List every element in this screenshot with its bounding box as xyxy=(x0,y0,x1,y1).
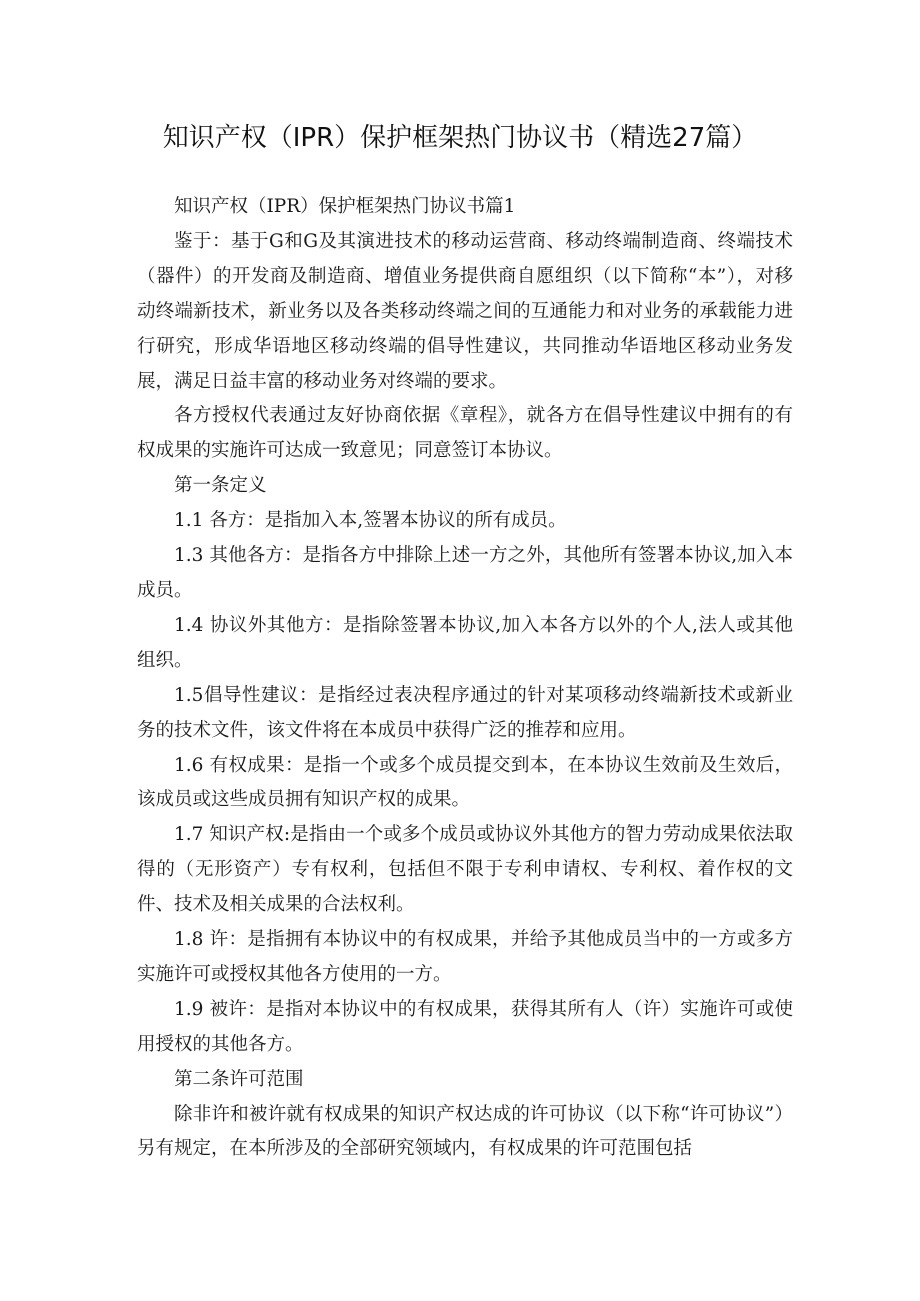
paragraph: 鉴于：基于G和G及其演进技术的移动运营商、移动终端制造商、终端技术（器件）的开发商及制造商、增值业务提供商自愿组织（以下简称“本”），对移动终端新技术，新业务以及各类移动终端之间的互通能力和对业务的承载能力进行研究，形成华语地区移动终端的倡导性建议，共同推动华语地区移动业务发展，满足日益丰富的移动业务对终端的要求。 xyxy=(137,230,793,392)
article-heading: 第一条定义 xyxy=(174,475,267,497)
paragraph: 1.5倡导性建议：是指经过表决程序通过的针对某项移动终端新技术或新业务的技术文件，该文件将在本成员中获得广泛的推荐和应用。 xyxy=(137,684,793,741)
paragraph: 1.6 有权成果：是指一个或多个成员提交到本，在本协议生效前及生效后，该成员或这些成员拥有知识产权的成果。 xyxy=(137,754,793,811)
paragraph: 1.4 协议外其他方：是指除签署本协议,加入本各方以外的个人,法人或其他组织。 xyxy=(137,614,793,671)
document-body xyxy=(137,190,793,1167)
paragraph: 1.3 其他各方：是指各方中排除上述一方之外，其他所有签署本协议,加入本成员。 xyxy=(137,545,793,601)
paragraph: 各方授权代表通过友好协商依据《章程》，就各方在倡导性建议中拥有的有权成果的实施许可达成一致意见；同意签订本协议。 xyxy=(137,405,793,462)
article-heading: 第二条许可范围 xyxy=(174,1068,304,1090)
paragraph: 1.9 被许：是指对本协议中的有权成果，获得其所有人（许）实施许可或使用授权的其他各方。 xyxy=(137,998,793,1055)
section-heading: 知识产权（IPR）保护框架热门协议书篇1 xyxy=(174,196,516,217)
document-title: 知识产权（IPR）保护框架热门协议书（精选27篇） xyxy=(162,123,758,153)
paragraph: 1.7 知识产权:是指由一个或多个成员或协议外其他方的智力劳动成果依法取得的（无形资产）专有权利，包括但不限于专利申请权、专利权、着作权的文件、技术及相关成果的合法权利。 xyxy=(137,824,793,916)
paragraph: 除非许和被许就有权成果的知识产权达成的许可协议（以下称“许可协议”）另有规定，在本所涉及的全部研究领域内，有权成果的许可范围包括 xyxy=(137,1103,793,1160)
paragraph: 1.8 许：是指拥有本协议中的有权成果，并给予其他成员当中的一方或多方实施许可或授权其他各方使用的一方。 xyxy=(137,929,793,985)
paragraph: 1.1 各方：是指加入本,签署本协议的所有成员。 xyxy=(174,510,567,532)
